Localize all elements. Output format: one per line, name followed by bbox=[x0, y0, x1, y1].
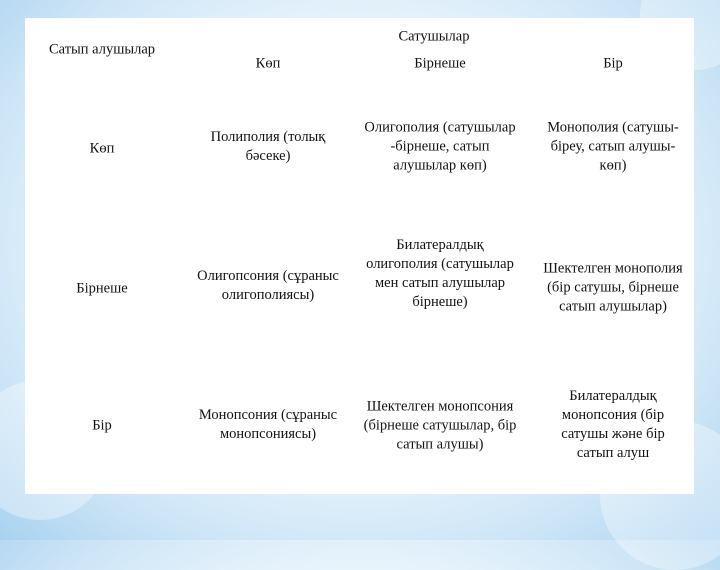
column-header-several: Бірнеше bbox=[414, 55, 466, 72]
cell-line: сатып алуш bbox=[576, 445, 650, 461]
row-label-many: Көп bbox=[89, 140, 115, 157]
cell-line: бірнеше) bbox=[412, 294, 468, 310]
cell-line: бәсеке) bbox=[245, 148, 291, 164]
table-cell bbox=[364, 398, 517, 455]
table-cell bbox=[211, 128, 326, 166]
table-cell bbox=[366, 236, 514, 312]
cell-line: сатып алушылар) bbox=[559, 298, 667, 315]
column-header-one: Бір bbox=[603, 55, 623, 72]
cell-line: сатып алушы) bbox=[396, 436, 484, 453]
cell-line: көп) bbox=[599, 157, 627, 174]
cell-line: -бірнеше, сатып bbox=[390, 138, 490, 155]
market-structure-table bbox=[25, 18, 694, 494]
cell-line: Монопсония (сұраныс bbox=[198, 407, 338, 423]
buyers-header: Сатып алушылар bbox=[48, 41, 156, 58]
cell-line: Монополия (сатушы- bbox=[547, 119, 679, 136]
cell-line: Шектелген монопсония bbox=[366, 398, 514, 415]
cell-line: олигополия (сатушылар bbox=[366, 256, 514, 272]
cell-line: Олигополия (сатушылар bbox=[364, 119, 516, 136]
cell-line: мен сатып алушылар bbox=[374, 275, 506, 291]
row-label-one: Бір bbox=[92, 417, 112, 434]
table-cell bbox=[561, 387, 665, 463]
cell-line: Шектелген монополия bbox=[543, 260, 683, 277]
cell-line: монопсониясы) bbox=[219, 426, 317, 442]
cell-line: Олигопсония (сұраныс bbox=[197, 268, 339, 284]
cell-line: алушылар көп) bbox=[393, 157, 487, 174]
cell-line: (бірнеше сатушылар, бір bbox=[363, 417, 517, 434]
cell-line: біреу, сатып алушы- bbox=[550, 138, 676, 155]
column-header-many: Көп bbox=[255, 55, 281, 72]
table-cell bbox=[199, 406, 337, 444]
sellers-header: Сатушылар bbox=[398, 28, 470, 45]
table-cell bbox=[364, 119, 515, 176]
cell-line: Билатералдық bbox=[569, 388, 657, 404]
table-cell bbox=[543, 260, 682, 317]
cell-line: (бір сатушы, бірнеше bbox=[547, 279, 679, 296]
table-cell bbox=[197, 267, 339, 305]
cell-line: сатушы және бір bbox=[561, 426, 665, 442]
cell-line: Полиполия (толық bbox=[210, 129, 326, 145]
cell-line: Билатералдық bbox=[396, 237, 484, 253]
row-label-several: Бірнеше bbox=[76, 280, 128, 297]
cell-line: монопсония (бір bbox=[561, 407, 665, 423]
cell-line: олигополиясы) bbox=[221, 287, 315, 303]
table-cell bbox=[547, 119, 679, 176]
